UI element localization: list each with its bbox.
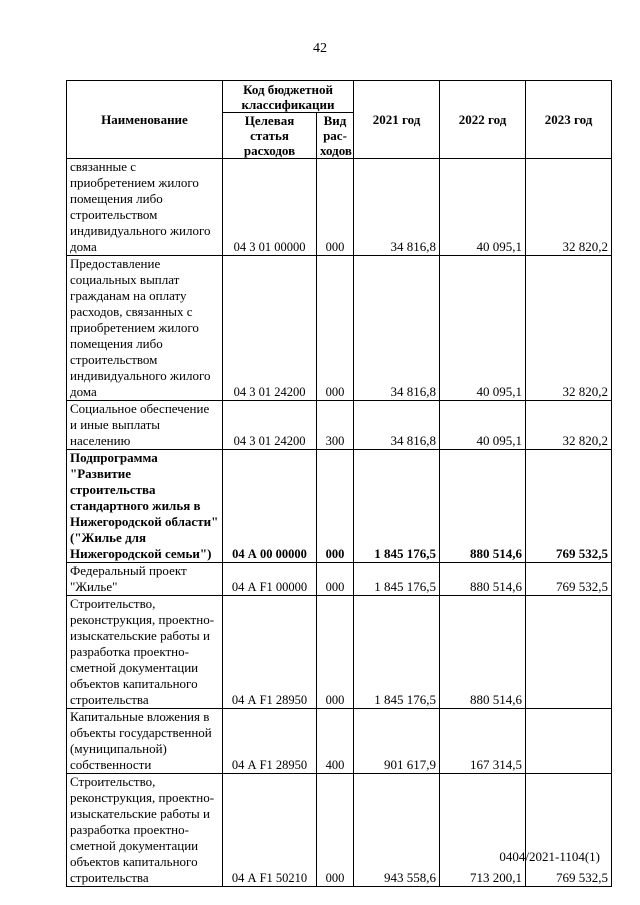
row-target: 04 А F1 28950 xyxy=(223,596,317,709)
row-2022: 40 095,1 xyxy=(440,159,526,256)
row-name: Капитальные вложения в объекты государственной (муниципальной) собственности xyxy=(67,709,223,774)
row-type: 000 xyxy=(317,563,354,596)
budget-table xyxy=(66,80,612,887)
page-number: 42 xyxy=(313,41,327,56)
header-2022: 2022 год xyxy=(440,81,526,159)
row-2023: 769 532,5 xyxy=(526,450,612,563)
row-2021: 901 617,9 xyxy=(354,709,440,774)
row-name: Федеральный проект "Жилье" xyxy=(67,563,223,596)
row-type: 000 xyxy=(317,596,354,709)
row-2023: 32 820,2 xyxy=(526,159,612,256)
row-2022: 880 514,6 xyxy=(440,450,526,563)
row-2021: 1 845 176,5 xyxy=(354,450,440,563)
row-name: Социальное обеспечение и иные выплаты населению xyxy=(67,401,223,450)
row-2022: 167 314,5 xyxy=(440,709,526,774)
header-2021: 2021 год xyxy=(354,81,440,159)
header-name: Наименование xyxy=(67,81,223,159)
table-row xyxy=(67,401,612,450)
row-2023 xyxy=(526,596,612,709)
table-row xyxy=(67,774,612,887)
row-target: 04 3 01 24200 xyxy=(223,401,317,450)
row-target: 04 А 00 00000 xyxy=(223,450,317,563)
row-2023: 32 820,2 xyxy=(526,401,612,450)
row-type: 000 xyxy=(317,774,354,887)
row-2022: 40 095,1 xyxy=(440,256,526,401)
header-code-group: Код бюджетной классификации xyxy=(223,81,354,113)
row-2022: 880 514,6 xyxy=(440,596,526,709)
header-target-article: Целевая статья расходов xyxy=(223,113,317,159)
row-2023: 769 532,5 xyxy=(526,774,612,887)
row-2023: 32 820,2 xyxy=(526,256,612,401)
row-2021: 943 558,6 xyxy=(354,774,440,887)
row-2022: 713 200,1 xyxy=(440,774,526,887)
row-name: Строительство, реконструкция, проектно-изыскательские работы и разработка проектно-сметной документации объектов капитального строительства xyxy=(67,774,223,887)
row-type: 300 xyxy=(317,401,354,450)
row-target: 04 3 01 00000 xyxy=(223,159,317,256)
row-name: связанные с приобретением жилого помещения либо строительством индивидуального жилого дома xyxy=(67,159,223,256)
row-name: Строительство, реконструкция, проектно-изыскательские работы и разработка проектно-сметной документации объектов капитального строительства xyxy=(67,596,223,709)
row-type: 400 xyxy=(317,709,354,774)
header-expense-type: Вид рас-ходов xyxy=(317,113,354,159)
table-row xyxy=(67,709,612,774)
row-2022: 880 514,6 xyxy=(440,563,526,596)
row-type: 000 xyxy=(317,256,354,401)
header-2023: 2023 год xyxy=(526,81,612,159)
row-type: 000 xyxy=(317,159,354,256)
row-2021: 1 845 176,5 xyxy=(354,596,440,709)
table-row xyxy=(67,563,612,596)
row-target: 04 А F1 50210 xyxy=(223,774,317,887)
row-2023 xyxy=(526,709,612,774)
row-2023: 769 532,5 xyxy=(526,563,612,596)
row-2022: 40 095,1 xyxy=(440,401,526,450)
row-target: 04 А F1 00000 xyxy=(223,563,317,596)
row-type: 000 xyxy=(317,450,354,563)
row-2021: 34 816,8 xyxy=(354,401,440,450)
row-target: 04 3 01 24200 xyxy=(223,256,317,401)
table-row xyxy=(67,450,612,563)
document-number: 0404/2021-1104(1) xyxy=(499,849,600,864)
row-2021: 34 816,8 xyxy=(354,159,440,256)
row-name: Предоставление социальных выплат гражданам на оплату расходов, связанных с приобретением жилого помещения либо строительством индивидуального жилого дома xyxy=(67,256,223,401)
table-row xyxy=(67,596,612,709)
row-2021: 34 816,8 xyxy=(354,256,440,401)
table-row xyxy=(67,159,612,256)
table-row xyxy=(67,256,612,401)
row-name: Подпрограмма "Развитие строительства стандартного жилья в Нижегородской области" ("Жилье для Нижегородской семьи") xyxy=(67,450,223,563)
row-2021: 1 845 176,5 xyxy=(354,563,440,596)
row-target: 04 А F1 28950 xyxy=(223,709,317,774)
